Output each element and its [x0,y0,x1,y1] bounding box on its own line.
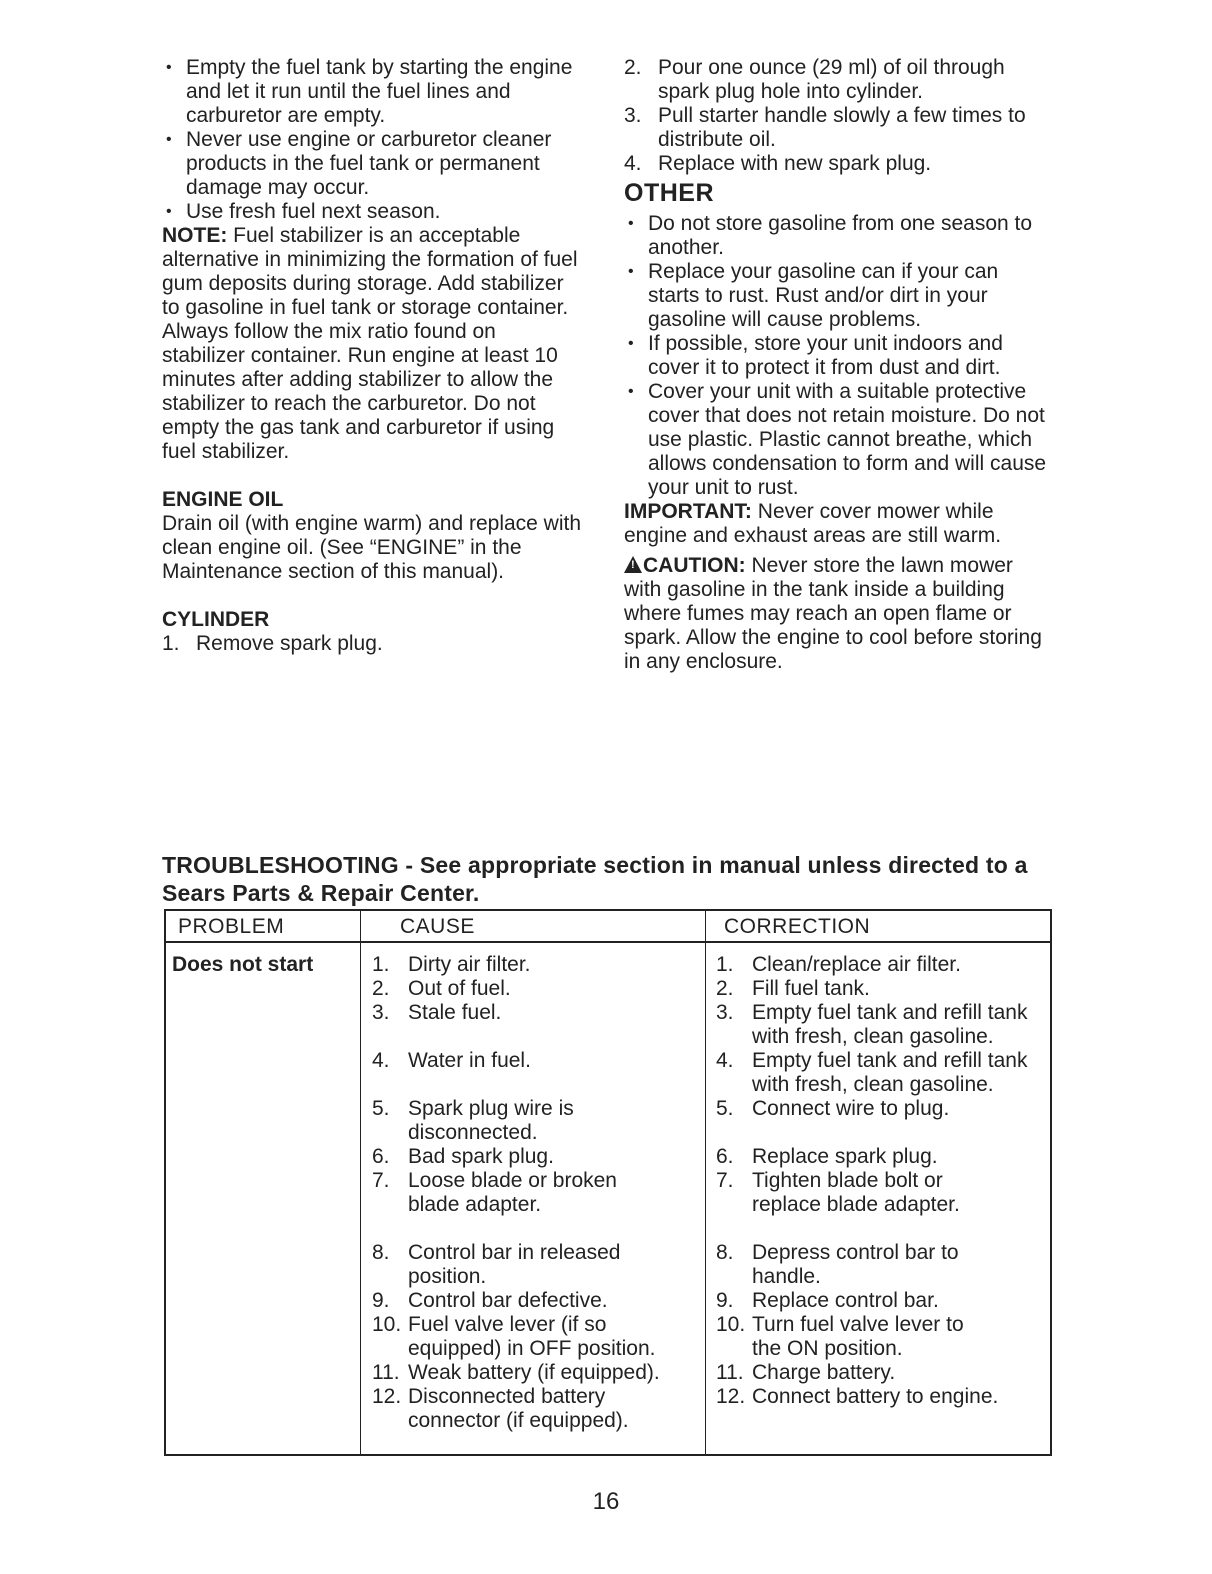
row-number: 8. [716,1241,734,1264]
correction-text: Empty fuel tank and refill tank with fresh, clean gasoline. [752,1049,1028,1096]
note-paragraph [162,224,582,464]
cause-text: Stale fuel. [408,1001,502,1024]
table-row [372,953,707,977]
correction-text: Connect wire to plug. [752,1097,950,1120]
table-row [716,1313,976,1361]
step-text: Pour one ounce (29 ml) of oil through spark plug hole into cylinder. [658,56,1005,103]
list-item: • Do not store gasoline from one season to another. [624,212,1048,260]
note-label: NOTE: [162,224,228,247]
row-number: 9. [372,1289,390,1312]
table-row [372,1049,707,1073]
correction-text: Replace spark plug. [752,1145,938,1168]
list-item: • Empty the fuel tank by starting the engine and let it run until the fuel lines and carburetor are empty. [162,56,586,128]
correction-text: Connect battery to engine. [752,1385,999,1408]
cylinder-steps [162,632,602,656]
step-number: 1. [162,632,180,655]
table-row [372,1145,707,1169]
fuel-bullet-list [162,56,602,224]
engine-oil-text: Drain oil (with engine warm) and replace with clean engine oil. (See “ENGINE” in the Maintenance section of this manual). [162,512,582,583]
step-number: 3. [624,104,642,127]
troubleshooting-title: TROUBLESHOOTING - See appropriate section in manual unless directed to a Sears Parts & Repair Center. [162,852,1028,906]
row-number: 6. [716,1145,734,1168]
row-number: 11. [716,1361,744,1384]
table-row [716,1289,1050,1313]
table-row [372,977,707,1001]
caution-paragraph [624,554,1054,674]
row-number: 3. [716,1001,734,1024]
list-item: • If possible, store your unit indoors and cover it to protect it from dust and dirt. [624,332,1048,380]
list-item [624,56,1044,104]
list-item: • Replace your gasoline can if your can starts to rust. Rust and/or dirt in your gasoline will cause problems. [624,260,1048,332]
row-number: 4. [372,1049,390,1072]
list-item [624,104,1044,152]
row-number: 10. [372,1313,402,1336]
table-row [716,1049,1050,1097]
cause-list [372,953,707,1433]
correction-text: Turn fuel valve lever to the ON position. [752,1313,964,1360]
cause-text: Control bar in released position. [408,1241,621,1288]
step-number: 2. [624,56,642,79]
table-row [372,1001,707,1025]
table-row [372,1241,652,1289]
other-bullet-list [624,212,1064,500]
header-correction: CORRECTION [724,915,871,938]
row-number: 5. [372,1097,390,1120]
cause-text: Fuel valve lever (if so equipped) in OFF position. [408,1313,656,1360]
correction-list [716,953,1050,1409]
header-cause: CAUSE [400,915,475,938]
list-item: • Cover your unit with a suitable protective cover that does not retain moisture. Do not use plastic. Plastic cannot breathe, which allows condensation to form and will cause your unit to rust. [624,380,1053,500]
important-label: IMPORTANT: [624,500,752,523]
table-row [716,1241,986,1289]
list-item: • Use fresh fuel next season. [162,200,602,224]
table-row [372,1169,652,1217]
correction-text: Clean/replace air filter. [752,953,961,976]
other-heading: OTHER [624,179,714,207]
cylinder-steps-continued [624,56,1064,176]
list-item [162,632,602,656]
row-number: 6. [372,1145,390,1168]
row-number: 11. [372,1361,400,1384]
cause-text: Out of fuel. [408,977,511,1000]
cause-text: Control bar defective. [408,1289,608,1312]
engine-oil-heading: ENGINE OIL [162,488,284,511]
table-row [372,1361,707,1385]
row-number: 7. [372,1169,390,1192]
note-text: Fuel stabilizer is an acceptable alternative in minimizing the formation of fuel gum deposits during storage. Add stabilizer to gasoline in fuel tank or storage container. Always follow the mix ratio found on stabilizer container. Run engine at least 10 minutes after adding stabilizer to allow the stabilizer to reach the carburetor. Do not empty the gas tank and carburetor if using fuel stabilizer. [162,224,578,463]
row-number: 9. [716,1289,734,1312]
table-row [716,953,1050,977]
row-number: 10. [716,1313,746,1336]
table-row [716,1097,1050,1121]
row-number: 7. [716,1169,734,1192]
caution-text: Never store the lawn mower with gasoline in the tank inside a building where fumes may reach an open flame or spark. Allow the engine to cool before storing in any enclosure. [624,554,1042,673]
cause-text: Dirty air filter. [408,953,531,976]
correction-text: Depress control bar to handle. [752,1241,959,1288]
step-text: Replace with new spark plug. [658,152,932,175]
table-row [716,1169,986,1217]
cause-text: Bad spark plug. [408,1145,554,1168]
header-problem: PROBLEM [178,915,285,938]
troubleshooting-table [164,909,1052,1456]
row-number: 8. [372,1241,390,1264]
right-column [624,56,1064,674]
row-number: 1. [716,953,734,976]
row-number: 2. [372,977,390,1000]
row-number: 5. [716,1097,734,1120]
row-number: 1. [372,953,390,976]
left-column [162,56,602,656]
important-text: Never cover mower while engine and exhaust areas are still warm. [624,500,1002,547]
cause-text: Loose blade or broken blade adapter. [408,1169,617,1216]
page-number: 16 [592,1488,620,1515]
table-row [372,1313,682,1361]
table-row [372,1097,622,1145]
cause-text: Water in fuel. [408,1049,531,1072]
list-item [624,152,1064,176]
problem-cell: Does not start [172,953,314,976]
table-row [716,977,1050,1001]
caution-label: CAUTION: [643,554,746,577]
table-row [372,1385,662,1433]
cause-text: Weak battery (if equipped). [408,1361,660,1384]
column-divider [360,911,361,1454]
correction-text: Tighten blade bolt or replace blade adapter. [752,1169,960,1216]
row-number: 12. [372,1385,402,1408]
cause-text: Disconnected battery connector (if equipped). [408,1385,629,1432]
table-row [716,1145,1050,1169]
row-number: 12. [716,1385,746,1408]
step-number: 4. [624,152,642,175]
step-text: Remove spark plug. [196,632,383,655]
list-item: • Never use engine or carburetor cleaner products in the fuel tank or permanent damage may occur. [162,128,586,200]
table-row [716,1361,1050,1385]
table-header-row [166,911,1050,943]
correction-text: Charge battery. [752,1361,896,1384]
step-text: Pull starter handle slowly a few times to distribute oil. [658,104,1026,151]
correction-text: Replace control bar. [752,1289,939,1312]
row-number: 3. [372,1001,390,1024]
correction-text: Fill fuel tank. [752,977,870,1000]
row-number: 4. [716,1049,734,1072]
cause-text: Spark plug wire is disconnected. [408,1097,574,1144]
correction-text: Empty fuel tank and refill tank with fresh, clean gasoline. [752,1001,1028,1048]
important-paragraph [624,500,1044,548]
table-row [372,1289,707,1313]
warning-triangle-icon: ! [624,556,642,573]
cylinder-heading: CYLINDER [162,608,270,631]
table-row [716,1385,1050,1409]
table-row [716,1001,1050,1049]
row-number: 2. [716,977,734,1000]
